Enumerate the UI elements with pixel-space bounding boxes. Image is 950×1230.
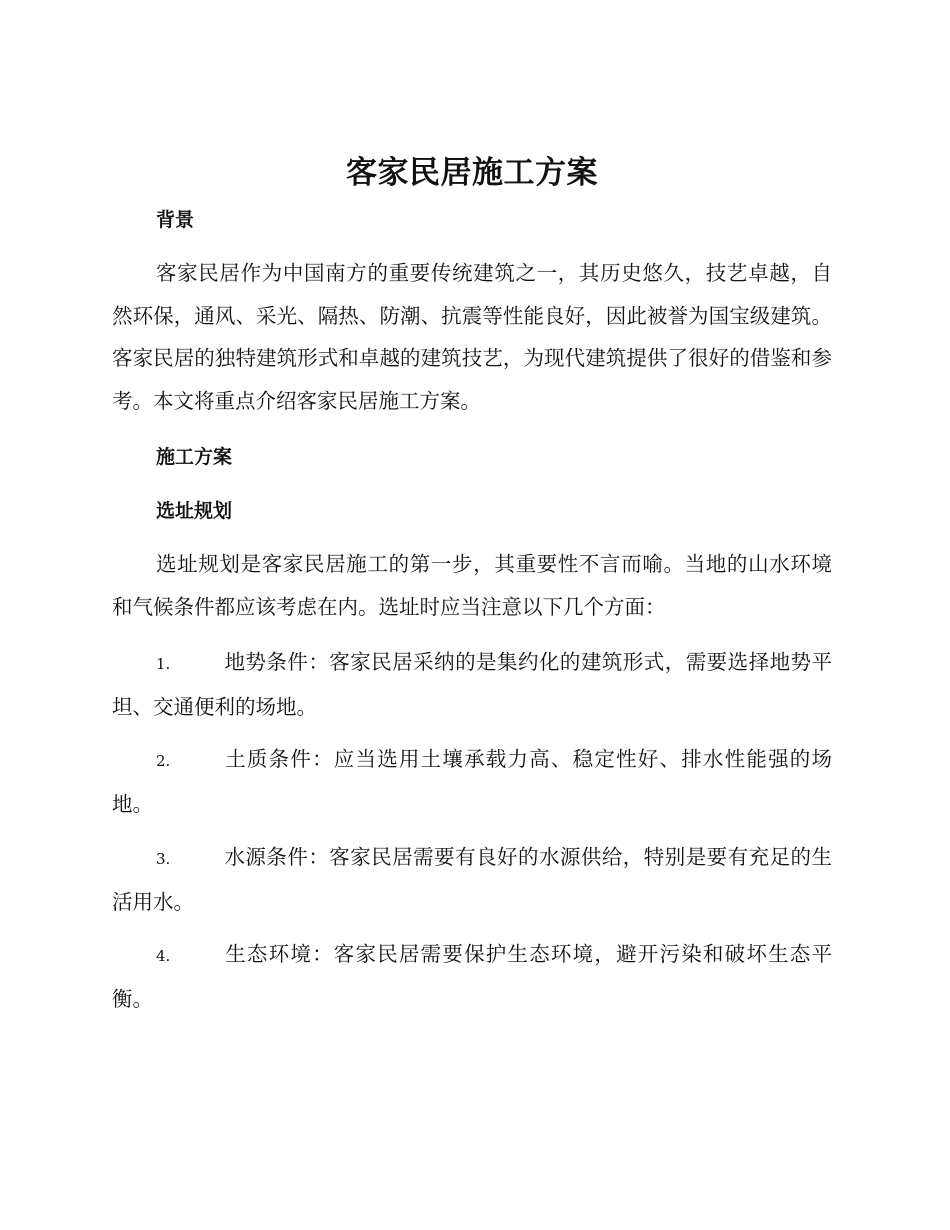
list-item — [112, 836, 832, 923]
list-item — [112, 641, 832, 728]
paragraph-background: 客家民居作为中国南方的重要传统建筑之一，其历史悠久，技艺卓越，自然环保，通风、采光、隔热、防潮、抗震等性能良好，因此被誉为国宝级建筑。客家民居的独特建筑形式和卓越的建筑技艺，为现代建筑提供了很好的借鉴和参考。本文将重点介绍客家民居施工方案。 — [112, 261, 832, 413]
list-item-text: 生态环境：客家民居需要保护生态环境，避开污染和破坏生态平衡。 — [112, 942, 832, 1011]
heading-construction-plan: 施工方案 — [156, 446, 233, 468]
paragraph-site-planning: 选址规划是客家民居施工的第一步，其重要性不言而喻。当地的山水环境和气候条件都应该考虑在内。选址时应当注意以下几个方面： — [112, 552, 832, 619]
list-item-number: 4. — [156, 947, 171, 965]
list-item — [112, 738, 832, 825]
list-item-number: 1. — [156, 655, 171, 673]
document-title: 客家民居施工方案 — [346, 155, 598, 191]
list-item-number: 3. — [156, 850, 171, 868]
list-item-text: 水源条件：客家民居需要有良好的水源供给，特别是要有充足的生活用水。 — [112, 845, 832, 914]
heading-site-planning: 选址规划 — [156, 500, 233, 522]
list-item-number: 2. — [156, 752, 171, 770]
list-item-text: 土质条件：应当选用土壤承载力高、稳定性好、排水性能强的场地。 — [112, 747, 832, 816]
heading-background: 背景 — [156, 209, 195, 231]
list-item — [112, 933, 832, 1020]
list-item-text: 地势条件：客家民居采纳的是集约化的建筑形式，需要选择地势平坦、交通便利的场地。 — [112, 650, 832, 719]
